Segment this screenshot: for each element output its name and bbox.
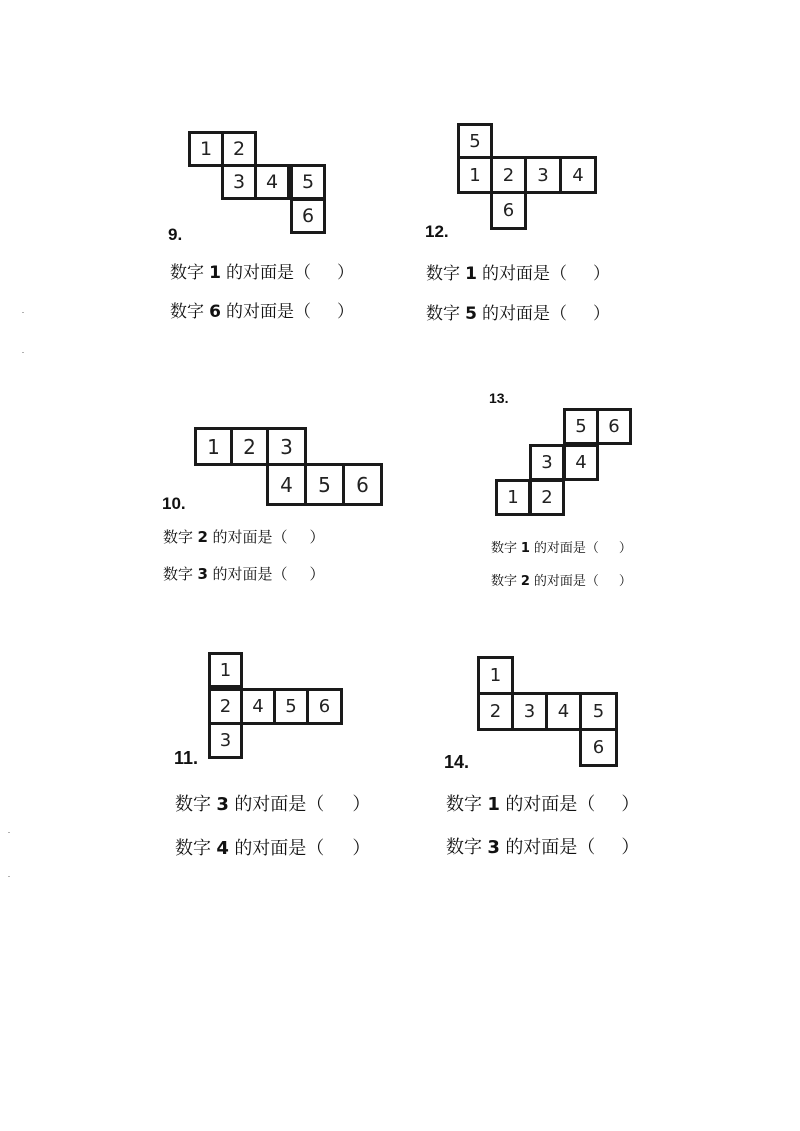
cube-net-face: 5 [579, 692, 618, 731]
question-close: ） [337, 302, 355, 322]
question-line [491, 570, 632, 589]
question-suffix: 的对面是（ [212, 565, 288, 583]
cube-net-face: 1 [208, 652, 243, 688]
question-suffix: 的对面是（ [533, 574, 599, 589]
question-close: ） [352, 838, 371, 859]
question-suffix: 的对面是（ [234, 838, 325, 859]
question-prefix: 数字 [175, 794, 211, 815]
question-prefix: 数字 [170, 263, 204, 283]
question-digit: 5 [465, 304, 477, 324]
question-close: ） [621, 837, 640, 858]
cube-net-face: 1 [477, 656, 514, 695]
scan-speck [8, 832, 10, 833]
cube-net-face: 2 [477, 692, 514, 731]
question-suffix: 的对面是（ [482, 304, 568, 324]
cube-net-face: 6 [490, 191, 527, 230]
cube-net-face: 5 [273, 688, 309, 725]
cube-net-face: 4 [240, 688, 276, 725]
cube-net-face: 1 [188, 131, 224, 167]
question-digit: 4 [216, 838, 229, 859]
question-line [175, 834, 370, 860]
question-prefix: 数字 [491, 574, 518, 589]
cube-net-face: 6 [342, 463, 383, 506]
question-prefix: 数字 [491, 541, 518, 556]
problem-number: 13. [489, 390, 509, 406]
problem-number: 14. [444, 752, 470, 772]
question-prefix: 数字 [175, 838, 211, 859]
cube-net-face: 3 [511, 692, 548, 731]
question-suffix: 的对面是（ [482, 264, 568, 284]
cube-net-face: 6 [306, 688, 343, 725]
question-line [170, 297, 354, 322]
cube-net-face: 4 [254, 164, 290, 200]
question-suffix: 的对面是（ [226, 263, 312, 283]
cube-net-face: 2 [529, 479, 565, 516]
question-suffix: 的对面是（ [533, 541, 599, 556]
question-digit: 2 [197, 528, 208, 546]
question-line [426, 259, 610, 284]
cube-net-face: 5 [457, 123, 493, 159]
cube-net-face: 6 [290, 198, 326, 234]
cube-net-face: 3 [221, 164, 257, 200]
question-close: ） [618, 574, 632, 589]
cube-net-face: 1 [457, 156, 493, 194]
question-close: ） [352, 794, 371, 815]
question-line [163, 526, 324, 547]
question-prefix: 数字 [426, 264, 460, 284]
question-digit: 3 [487, 837, 500, 858]
scan-speck [22, 312, 24, 313]
cube-net-face: 5 [563, 408, 599, 445]
problem-number: 12. [425, 222, 449, 241]
cube-net-face: 3 [266, 427, 307, 466]
cube-net-face: 3 [208, 722, 243, 759]
question-digit: 6 [209, 302, 221, 322]
question-prefix: 数字 [163, 528, 194, 546]
question-line [446, 790, 639, 816]
cube-net-face: 2 [490, 156, 527, 194]
question-digit: 1 [465, 264, 477, 284]
cube-net-face: 4 [563, 444, 599, 481]
question-line [163, 563, 324, 584]
cube-net-face: 1 [495, 479, 531, 516]
scan-speck [22, 352, 24, 353]
question-close: ） [621, 794, 640, 815]
question-digit: 3 [216, 794, 229, 815]
question-close: ） [593, 264, 611, 284]
problem-number: 10. [162, 494, 186, 513]
question-close: ） [593, 304, 611, 324]
scan-speck [8, 876, 10, 877]
question-close: ） [618, 541, 632, 556]
problem-number: 11. [174, 748, 199, 768]
cube-net-face: 2 [208, 688, 243, 725]
cube-net-face: 1 [194, 427, 233, 466]
question-line [426, 299, 610, 324]
question-line [446, 833, 639, 859]
cube-net-face: 3 [529, 444, 565, 481]
question-suffix: 的对面是（ [505, 837, 596, 858]
question-suffix: 的对面是（ [226, 302, 312, 322]
question-prefix: 数字 [426, 304, 460, 324]
question-line [491, 537, 632, 556]
cube-net-face: 4 [559, 156, 597, 194]
cube-net-face: 5 [290, 164, 326, 200]
question-prefix: 数字 [446, 837, 482, 858]
question-suffix: 的对面是（ [212, 528, 288, 546]
cube-net-face: 5 [304, 463, 345, 506]
question-digit: 2 [520, 574, 530, 589]
cube-net-face: 6 [579, 728, 618, 767]
cube-net-face: 6 [596, 408, 632, 445]
question-prefix: 数字 [163, 565, 194, 583]
cube-net-face: 3 [524, 156, 562, 194]
cube-net-face: 2 [230, 427, 269, 466]
question-prefix: 数字 [170, 302, 204, 322]
question-digit: 3 [197, 565, 208, 583]
question-suffix: 的对面是（ [234, 794, 325, 815]
question-line [170, 258, 354, 283]
cube-net-face: 4 [545, 692, 582, 731]
question-line [175, 790, 370, 816]
question-digit: 1 [487, 794, 500, 815]
question-suffix: 的对面是（ [505, 794, 596, 815]
question-close: ） [309, 565, 325, 583]
question-digit: 1 [520, 541, 530, 556]
question-prefix: 数字 [446, 794, 482, 815]
question-close: ） [309, 528, 325, 546]
question-close: ） [337, 263, 355, 283]
question-digit: 1 [209, 263, 221, 283]
cube-net-face: 2 [221, 131, 257, 167]
problem-number: 9. [168, 225, 183, 244]
cube-net-face: 4 [266, 463, 307, 506]
